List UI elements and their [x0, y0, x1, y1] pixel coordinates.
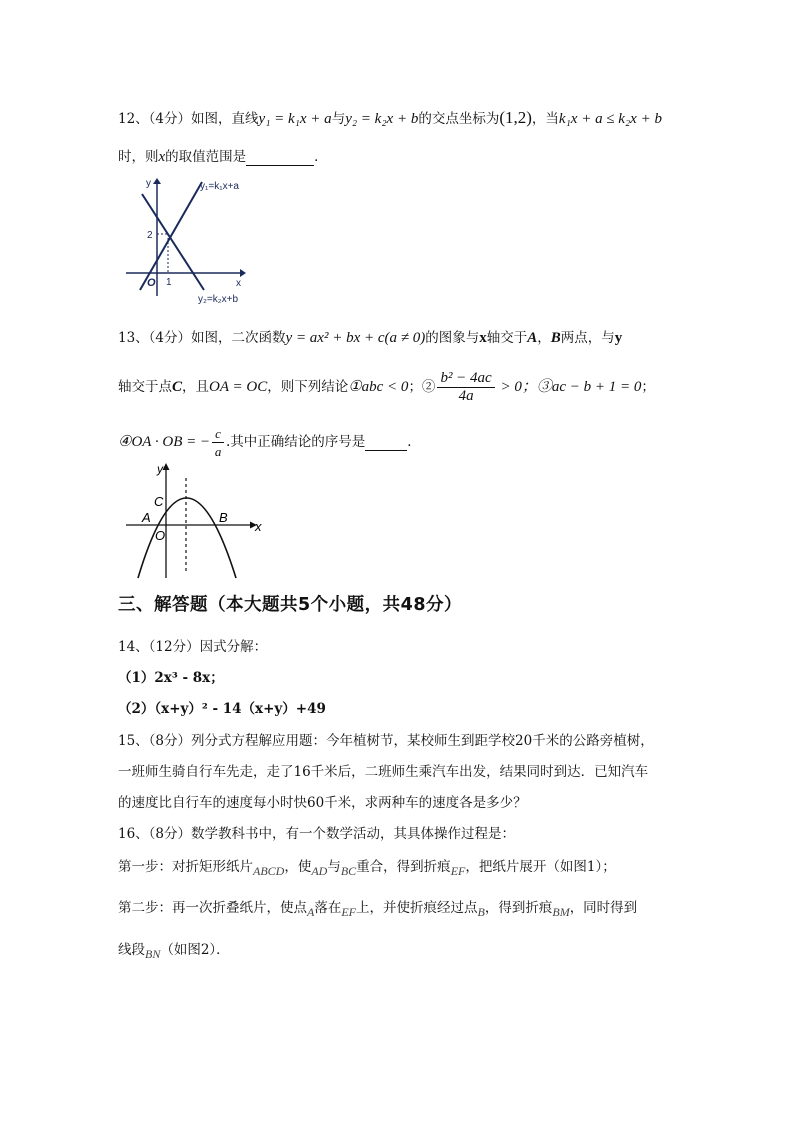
- q13-oa-oc: OA = OC: [209, 379, 268, 395]
- q12-label-y2: y₂=k₂x+b: [198, 294, 239, 305]
- q13-c4-fraction: [212, 425, 224, 460]
- q16-point-b: B: [477, 905, 485, 919]
- q14-label: 14、（12分）因式分解：: [118, 639, 268, 655]
- q12-mid: 的交点坐标为: [418, 111, 500, 127]
- q13-line3-end: .其中正确结论的序号是: [225, 434, 366, 450]
- q12-eq2: y₂ = k₂x + b: [345, 111, 419, 127]
- q13-point-A: A: [142, 510, 151, 525]
- q16-s3-a: 线段: [118, 942, 145, 958]
- q16-bm: BM: [552, 905, 570, 919]
- q14-part1: （1）2x³ - 8x；: [118, 670, 224, 686]
- q12-axis-y-label: y: [146, 178, 151, 189]
- q16-bc: BC: [340, 864, 357, 878]
- q16-s2-e: ，同时得到: [569, 900, 638, 916]
- q16-s1-c: 与: [327, 859, 341, 875]
- q16-s1-b: ，使: [284, 859, 312, 875]
- q13-label: 13、（4分）如图，二次函数: [118, 330, 286, 346]
- q12-line2: [118, 145, 328, 166]
- q13-period: ．: [407, 434, 421, 450]
- q13-x: x: [479, 330, 487, 346]
- q13-line2-mid2: ，则下列结论: [267, 379, 349, 395]
- q13-end1: 两点，与: [560, 330, 615, 346]
- q13-frac-num: b² − 4ac: [437, 370, 494, 388]
- q12-line2-end: 的取值范围是: [165, 149, 247, 165]
- q13-gt0: > 0: [496, 379, 522, 395]
- q15-line1: 15、（8分）列分式方程解应用题：今年植树节，某校师生到距学校20千米的公路旁植树，: [118, 733, 654, 749]
- q13-conclusion-1: ①abc < 0: [348, 379, 409, 395]
- q12-tick-1: 1: [166, 277, 172, 288]
- q13-figure: [122, 460, 272, 582]
- q16-step1: [118, 855, 616, 878]
- q12-line1: [118, 107, 662, 128]
- q12-eq1: y₁ = k₁x + a: [258, 111, 332, 127]
- q13-mid2: 轴交于: [486, 330, 528, 346]
- q16-s1-a: 第一步：对折矩形纸片: [118, 859, 253, 875]
- q16-line1: 16、（8分）数学教科书中，有一个数学活动，其具体操作过程是：: [118, 826, 516, 842]
- q16-ef: EF: [450, 864, 466, 878]
- q12-x-arrow: [240, 269, 246, 277]
- q12-label-y1: y₁=k₁x+a: [200, 181, 239, 192]
- q13-y: y: [614, 330, 623, 346]
- q12-cond-pre: ，当: [531, 111, 559, 127]
- q16-s1-d: 重合，得到折痕: [356, 859, 451, 875]
- q16-ef-2: EF: [341, 905, 357, 919]
- q13-axis-x-label: x: [255, 519, 262, 534]
- q15-line2: 一班师生骑自行车先走，走了16千米后，二班师生乘汽车出发，结果同时到达．已知汽车: [118, 764, 649, 780]
- q16-s2-b: 落在: [314, 900, 342, 916]
- q13-cond: (a ≠ 0): [384, 330, 426, 346]
- q13-semi: ；: [641, 379, 655, 395]
- q12-answer-blank[interactable]: [246, 149, 314, 166]
- q13-origin: O: [155, 528, 166, 543]
- q15-line3: 的速度比自行车的速度每小时快60千米，求两种车的速度各是多少？: [118, 795, 527, 811]
- q12-axis-x-label: x: [236, 278, 241, 289]
- q12-figure: [122, 172, 262, 308]
- q16-s2-c: 上，并使折痕经过点: [356, 900, 478, 916]
- q13-line2-mid: ，且: [182, 379, 210, 395]
- q16-step3: [118, 938, 230, 961]
- q12-origin: O: [147, 277, 156, 289]
- q12-and: 与: [331, 111, 346, 127]
- q13-line1: [118, 326, 622, 347]
- q13-line2: [118, 370, 655, 405]
- q16-s1-e: ，把纸片展开（如图1）；: [465, 859, 616, 875]
- q13-c4-den: a: [214, 444, 222, 459]
- q13-frac-den: 4a: [458, 388, 474, 404]
- q13-A: A: [527, 330, 538, 346]
- q12-period: ．: [314, 149, 328, 165]
- q12-tick-2: 2: [147, 230, 153, 241]
- q16-point-a: A: [307, 905, 315, 919]
- q13-c4-num: c: [212, 425, 224, 443]
- q16-s3-b: （如图2）．: [160, 942, 230, 958]
- q13-fraction: [437, 370, 494, 405]
- q13-axis-y-label: y: [157, 462, 163, 476]
- q12-y-arrow: [153, 178, 161, 184]
- q16-s2-d: ，得到折痕: [484, 900, 553, 916]
- q13-line3: [118, 425, 421, 460]
- q13-sep: ，: [537, 330, 551, 346]
- q13-answer-blank[interactable]: [365, 434, 407, 451]
- q16-step2: [118, 896, 638, 919]
- q12-label: 12、（4分）如图，直线: [118, 111, 259, 127]
- q16-abcd: ABCD: [253, 864, 285, 878]
- q16-s2-a: 第二步：再一次折叠纸片，使点: [118, 900, 307, 916]
- q13-func: y = ax² + bx + c: [285, 330, 385, 346]
- q13-mid: 的图象与: [425, 330, 480, 346]
- q13-C: C: [172, 379, 183, 395]
- q13-y-arrow: [163, 463, 170, 470]
- section3-title: 三、解答题（本大题共5个小题，共48分）: [118, 595, 463, 615]
- q13-sep2: ；②: [408, 379, 436, 395]
- q16-bn: BN: [145, 947, 161, 961]
- q13-point-B: B: [219, 510, 228, 525]
- q13-conclusion-4: ④OA · OB = −: [118, 434, 211, 450]
- q12-line-y2: [142, 194, 204, 290]
- q12-line2-pre: 时，则: [118, 149, 159, 165]
- q13-conclusion-3: ；③ac − b + 1 = 0: [521, 379, 642, 395]
- q12-cond: k₁x + a ≤ k₂x + b: [558, 111, 662, 127]
- q16-ad: AD: [311, 864, 328, 878]
- q13-line2-pre: 轴交于点: [118, 379, 172, 395]
- q12-point: (1,2): [499, 108, 532, 127]
- q14-part2: （2）（x+y）² - 14（x+y）+49: [118, 701, 326, 717]
- q13-point-C: C: [154, 494, 164, 509]
- q12-var-x: x: [158, 149, 166, 165]
- q13-B: B: [550, 330, 561, 346]
